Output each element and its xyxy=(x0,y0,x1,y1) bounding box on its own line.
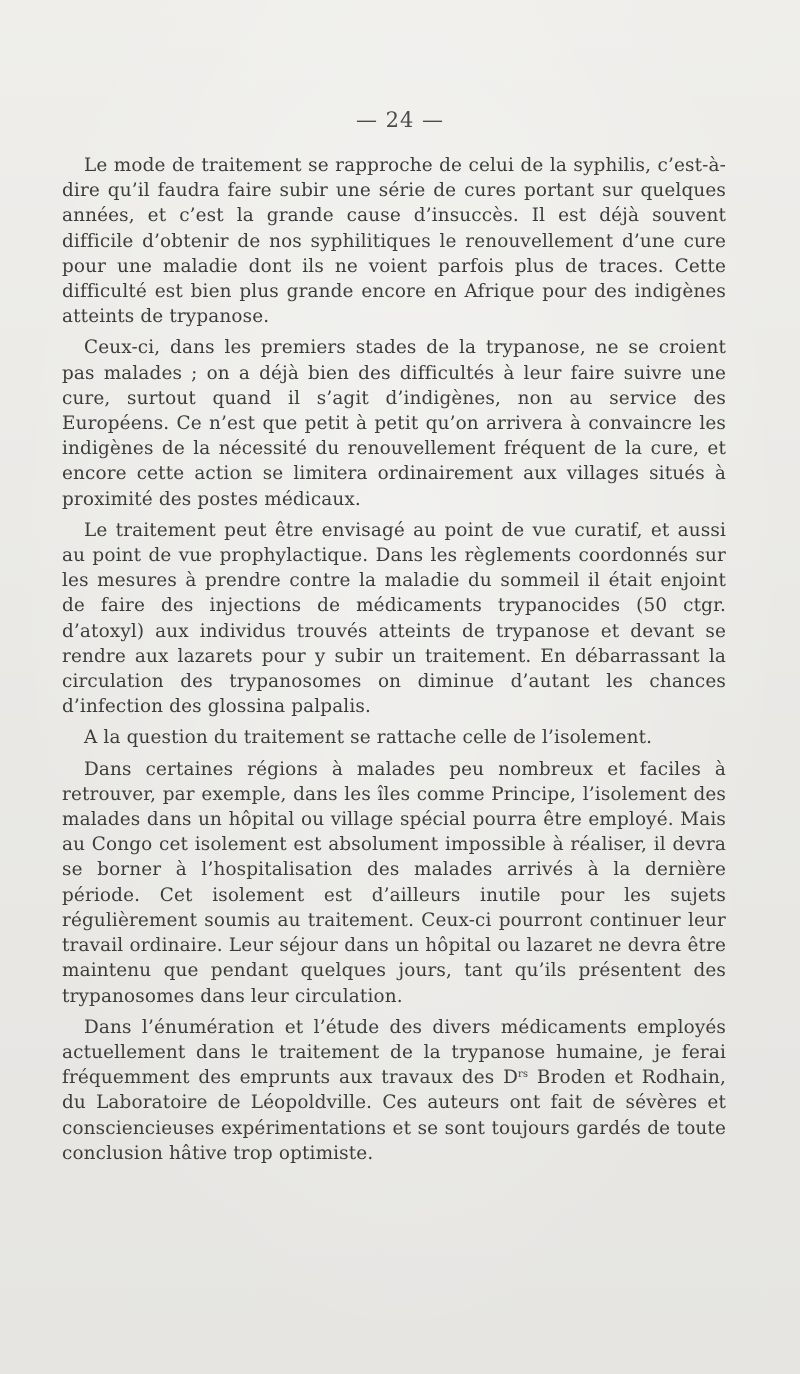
paragraph-6-end: Broden et Rodhain, du Laboratoire de Léopoldville. Ces auteurs ont fait de sévères et consciencieuses expérimentations et se sont toujours gardés de toute conclusion hâtive trop optimiste. xyxy=(62,1067,726,1164)
body-text xyxy=(62,153,726,1166)
paragraph-6 xyxy=(62,1015,726,1166)
paragraph-2: Ceux-ci, dans les premiers stades de la trypanose, ne se croient pas malades ; on a déjà bien des difficultés à leur faire suivre une cure, surtout quand il s’agit d’indigènes, non au service des Européens. Ce n’est que petit à petit qu’on arrivera à convaincre les indigènes de la nécessité du renouvellement fréquent de la cure, et encore cette action se limitera ordinairement aux villages situés à proximité des postes médicaux. xyxy=(62,337,726,510)
paragraph-5: Dans certaines régions à malades peu nombreux et faciles à retrouver, par exemple, dans les îles comme Principe, l’isolement des malades dans un hôpital ou village spécial pourra être employé. Mais au Congo cet isolement est absolument impossible à réaliser, il devra se borner à l’hospitalisation des malades arrivés à la dernière période. Cet isolement est d’ailleurs inutile pour les sujets régulièrement soumis au traitement. Ceux-ci pourront continuer leur travail ordinaire. Leur séjour dans un hôpital ou lazaret ne devra être maintenu que pendant quelques jours, tant qu’ils présentent des trypanosomes dans leur circulation. xyxy=(62,758,726,1007)
paragraph-4: A la question du traitement se rattache celle de l’isolement. xyxy=(84,727,653,749)
paragraph-6-start: Dans l’énumération et l’étude des divers médicaments employés actuellement dans le traitement de la trypanose humaine, je ferai fréquemment des emprunts aux travaux des D xyxy=(62,1016,726,1089)
paragraph-3: Le traitement peut être envisagé au point de vue curatif, et aussi au point de vue prophylactique. Dans les règlements coordonnés sur les mesures à prendre contre la maladie du sommeil il était enjoint de faire des injections de médicaments trypanocides (50 ctgr. d’atoxyl) aux individus trouvés atteints de trypanose et devant se rendre aux lazarets pour y subir un traitement. En débarrassant la circulation des trypanosomes on diminue d’autant les chances d’infection des glossina palpalis. xyxy=(62,519,726,718)
doctors-abbreviation: rs xyxy=(517,1069,529,1081)
paragraph-1: Le mode de traitement se rapproche de celui de la syphilis, c’est-à-dire qu’il faudra faire subir une série de cures portant sur quelques années, et c’est la grande cause d’insuccès. Il est déjà souvent difficile d’obtenir de nos syphilitiques le renouvellement d’une cure pour une maladie dont ils ne voient parfois plus de traces. Cette difficulté est bien plus grande encore en Afrique pour des indigènes atteints de trypanose. xyxy=(62,155,726,328)
page-number: — 24 — xyxy=(355,108,445,132)
